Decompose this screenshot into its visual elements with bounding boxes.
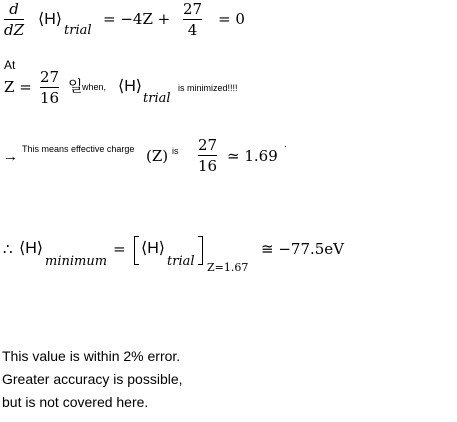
trailing-dot: . <box>284 139 287 150</box>
bracket-expectation-h: ⟨H⟩ <box>141 240 166 257</box>
z-equals: Z = <box>4 78 32 96</box>
minimum-energy-value: ≅ −77.5eV <box>261 240 345 258</box>
effective-charge-value: ≃ 1.69 <box>227 147 278 165</box>
effective-charge-fraction <box>198 138 217 174</box>
minimized-expectation-h: ⟨H⟩ <box>118 78 143 95</box>
is-text: is <box>172 146 179 156</box>
z-fraction <box>40 70 59 106</box>
z-fraction-bar <box>40 87 59 88</box>
minimum-equals: = <box>113 240 126 258</box>
derivative-bar <box>4 19 24 20</box>
equals-zero: = 0 <box>218 10 245 28</box>
z-parenthesized: (Z) <box>146 147 169 165</box>
right-bracket <box>198 236 203 265</box>
bracket-condition: Z=1.67 <box>207 261 249 274</box>
note-line-3: but is not covered here. <box>2 394 149 410</box>
rhs-fraction <box>183 2 202 38</box>
expectation-h: ⟨H⟩ <box>38 11 63 28</box>
minimum-expectation-h: ⟨H⟩ <box>19 240 44 257</box>
at-label: At <box>4 58 16 72</box>
derivative-fraction <box>4 2 24 38</box>
derivative-numerator: d <box>9 0 19 18</box>
rhs-fraction-denominator: 4 <box>187 21 198 39</box>
derivative-rhs: = −4Z + <box>103 10 171 28</box>
note-line-2: Greater accuracy is possible, <box>2 371 183 387</box>
therefore-symbol: ∴ <box>3 240 13 258</box>
when-text: when, <box>82 82 107 92</box>
effective-charge-bar <box>198 155 217 156</box>
left-bracket <box>134 236 139 265</box>
minimized-text: is minimized!!!! <box>178 83 238 93</box>
z-fraction-numerator: 27 <box>40 68 60 86</box>
z-fraction-denominator: 16 <box>40 89 60 107</box>
minimized-trial-subscript: trial <box>143 91 171 106</box>
korean-mark: 일 <box>68 78 83 95</box>
trial-subscript: trial <box>64 23 92 38</box>
rhs-fraction-numerator: 27 <box>183 0 203 18</box>
bracket-trial-subscript: trial <box>167 254 195 269</box>
note-line-1: This value is within 2% error. <box>2 348 181 364</box>
effective-charge-numerator: 27 <box>198 136 218 154</box>
effective-charge-text: This means effective charge <box>22 144 135 154</box>
minimum-subscript: minimum <box>45 254 108 269</box>
effective-charge-denominator: 16 <box>198 157 218 175</box>
rhs-fraction-bar <box>183 19 202 20</box>
derivative-denominator: dZ <box>4 21 25 39</box>
implication-arrow: → <box>3 148 18 165</box>
